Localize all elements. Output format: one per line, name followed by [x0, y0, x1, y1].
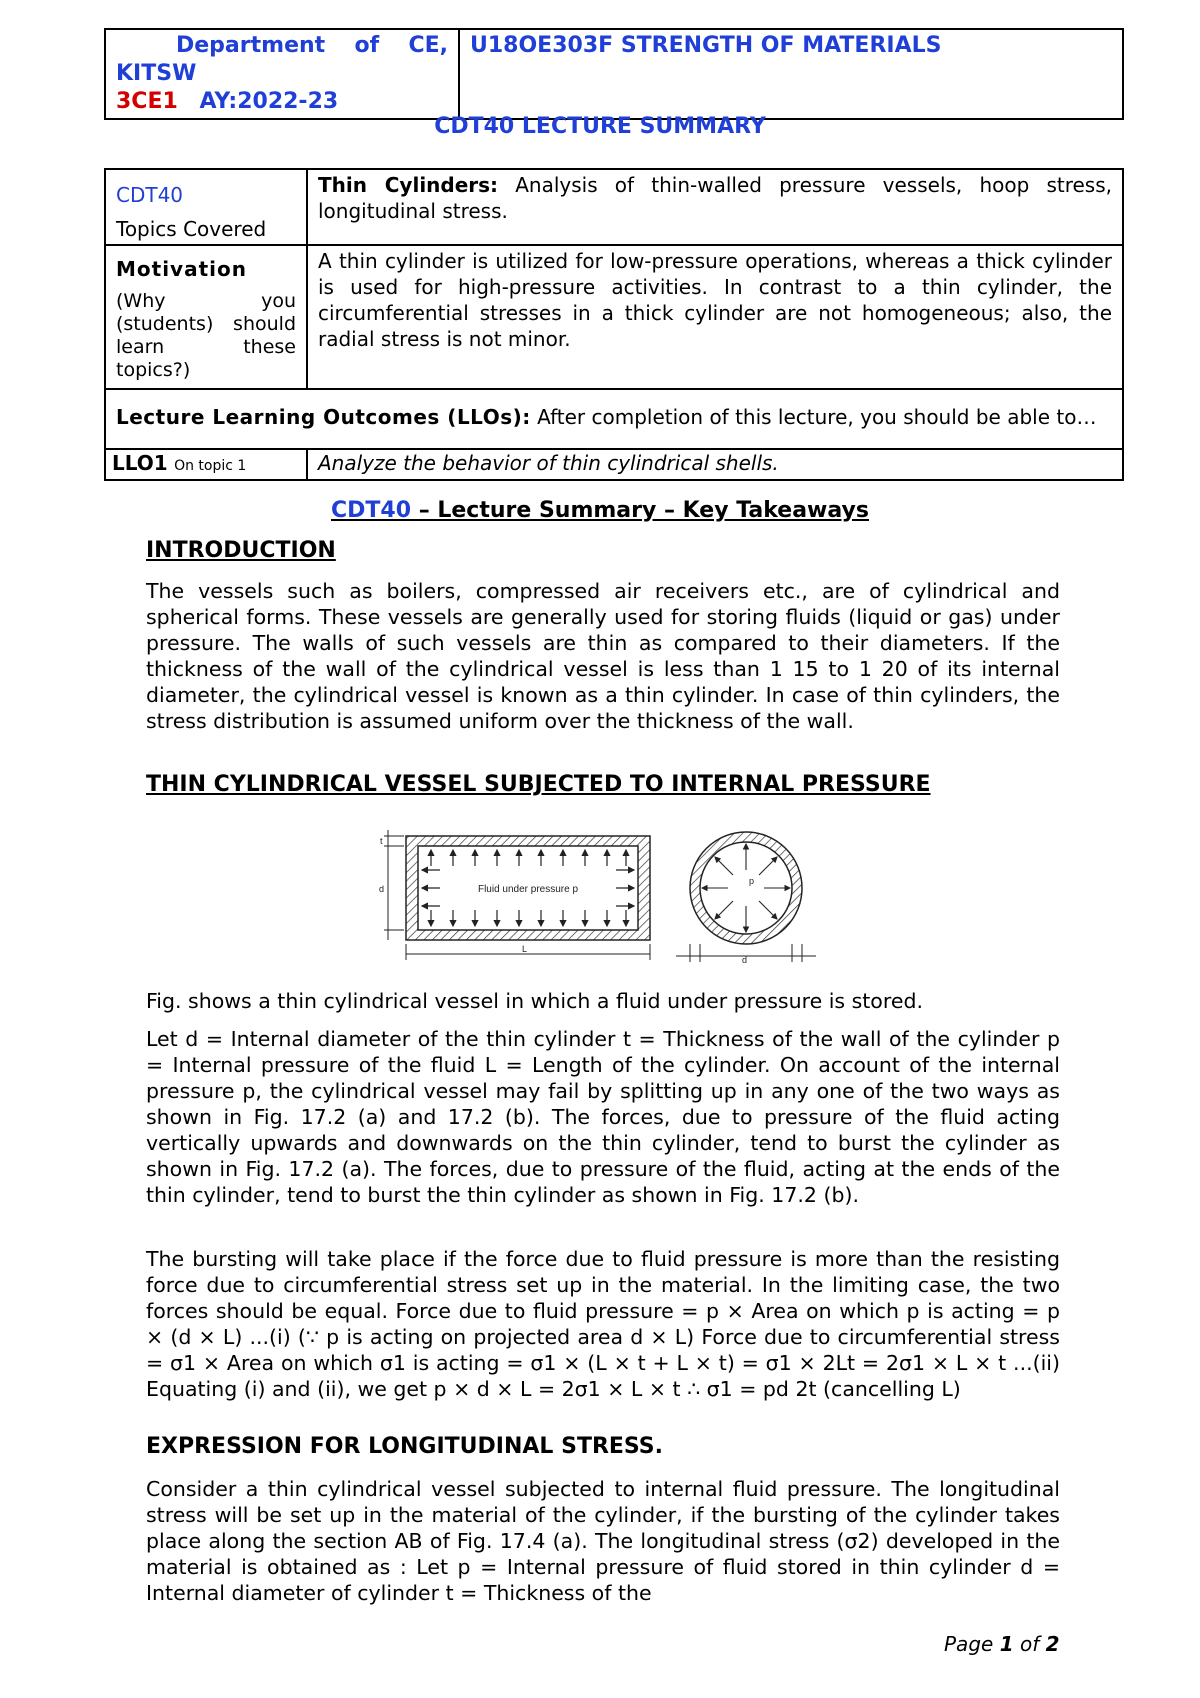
motivation-cell	[307, 245, 1123, 389]
llo1-text: Analyze the behavior of thin cylindrical shells.	[318, 451, 779, 475]
label-p: p	[749, 876, 755, 886]
circular-section	[676, 832, 816, 965]
llo-bold: Lecture Learning Outcomes (LLOs):	[116, 405, 531, 429]
llo1-label-cell	[105, 449, 307, 480]
cdt-label: CDT40	[116, 183, 184, 207]
intro-paragraph: The vessels such as boilers, compressed air receivers etc., are of cylindrical and spherical forms. These vessels are generally used for storing fluids (liquid or gas) under pressure. The walls of such vessels are thin as compared to their diameters. If the thickness of the wall of the cylindrical vessel is less than 1 15 to 1 20 of its internal diameter, the cylindrical vessel is known as a thin cylinder. In case of thin cylinders, the stress distribution is assumed uniform over the thickness of the wall.	[146, 579, 1060, 733]
llo1-label: LLO1	[112, 451, 168, 475]
llo-text: After completion of this lecture, you should be able to…	[537, 405, 1097, 429]
page-word: Page	[944, 1632, 994, 1656]
dept-line: Department of CE, KITSW	[116, 33, 448, 86]
para-long: Consider a thin cylindrical vessel subjected to internal fluid pressure. The longitudinal stress will be set up in the material of the cylinder, if the bursting of the cylinder takes place along the section AB of Fig. 17.4 (a). The longitudinal stress (σ2) developed in the material is obtained as : Let p = Internal pressure of fluid stored in thin cylinder d = Internal diameter of cylinder t = Thickness of the	[146, 1477, 1060, 1605]
of-word: of	[1019, 1632, 1040, 1656]
motivation-sub-2: (students) should	[116, 313, 296, 335]
fig-caption: Fig. shows a thin cylindrical vessel in which a fluid under pressure is stored.	[146, 989, 923, 1013]
topics-bold: Thin Cylinders:	[318, 173, 499, 197]
class-year-line	[116, 88, 448, 116]
page-number: 1	[999, 1632, 1014, 1656]
course-title: U18OE303F STRENGTH OF MATERIALS	[470, 33, 942, 58]
long-heading: EXPRESSION FOR LONGITUDINAL STRESS.	[146, 1434, 663, 1459]
thin-cylinder-figure	[376, 826, 836, 968]
thin-heading: THIN CYLINDRICAL VESSEL SUBJECTED TO INTERNAL PRESSURE	[146, 772, 931, 797]
lecture-title: CDT40 LECTURE SUMMARY	[434, 114, 766, 139]
fluid-label: Fluid under pressure p	[477, 884, 579, 895]
para-burst: The bursting will take place if the force due to fluid pressure is more than the resisting force due to circumferential stress set up in the material. In the limiting case, the two forces should be equal. Force due to fluid pressure = p × Area on which p is acting = p × (d × L) ...(i) (∵ p is acting on projected area d × L) Force due to circumferential stress = σ1 × Area on which σ1 is acting = σ1 × (L × t + L × t) = σ1 × 2Lt = 2σ1 × L × t ...(ii) Equating (i) and (ii), we get p × d × L = 2σ1 × L × t ∴ σ1 = pd 2t (cancelling L)	[146, 1247, 1060, 1401]
motivation-label-cell	[105, 245, 307, 389]
summary-title-rest: – Lecture Summary – Key Takeaways	[411, 498, 869, 523]
topics-text: Analysis of thin-walled pressure vessels, hoop stress, longitudinal stress.	[318, 173, 1112, 223]
header-table	[104, 28, 1124, 120]
llo1-topic: On topic 1	[174, 458, 247, 474]
topics-label: Topics Covered	[116, 217, 267, 241]
summary-title-code: CDT40	[331, 498, 412, 523]
motivation-sub-4: topics?)	[116, 359, 191, 381]
motivation-text: A thin cylinder is utilized for low-pressure operations, whereas a thick cylinder is used for high-pressure activities. In contrast to a thin cylinder, the circumferential stresses in a thick cylinder are not homogeneous; also, the radial stress is not minor.	[318, 249, 1112, 351]
class-code: 3CE1	[116, 89, 178, 114]
topics-label-cell	[105, 169, 307, 245]
topics-cell	[307, 169, 1123, 245]
academic-year: AY:2022-23	[199, 89, 339, 114]
label-d-circle: d	[742, 955, 748, 965]
motivation-sub-1: (Why you	[116, 290, 296, 312]
header-dept-cell	[105, 29, 459, 119]
longitudinal-section	[379, 830, 650, 960]
intro-heading: INTRODUCTION	[146, 538, 336, 563]
motivation-sub-3: learn these	[116, 336, 296, 358]
header-course-cell	[459, 29, 1123, 119]
label-L: L	[522, 944, 528, 954]
label-d: d	[379, 884, 385, 894]
llo-cell	[105, 389, 1123, 449]
summary-title	[0, 498, 1200, 523]
page-total: 2	[1045, 1632, 1060, 1656]
page-footer	[944, 1632, 1060, 1656]
label-t: t	[380, 836, 383, 846]
para-let: Let d = Internal diameter of the thin cylinder t = Thickness of the wall of the cylinder p = Internal pressure of the fluid L = Length of the cylinder. On account of the internal pressure p, the cylindrical vessel may fail by splitting up in any one of the two ways as shown in Fig. 17.2 (a) and 17.2 (b). The forces, due to pressure of the fluid acting vertically upwards and downwards on the thin cylinder, tend to burst the cylinder as shown in Fig. 17.2 (a). The forces, due to pressure of the fluid, acting at the ends of the thin cylinder, tend to burst the thin cylinder as shown in Fig. 17.2 (b).	[146, 1027, 1060, 1207]
llo1-text-cell	[307, 449, 1123, 480]
motivation-label: Motivation	[116, 257, 247, 281]
info-table	[104, 168, 1124, 481]
